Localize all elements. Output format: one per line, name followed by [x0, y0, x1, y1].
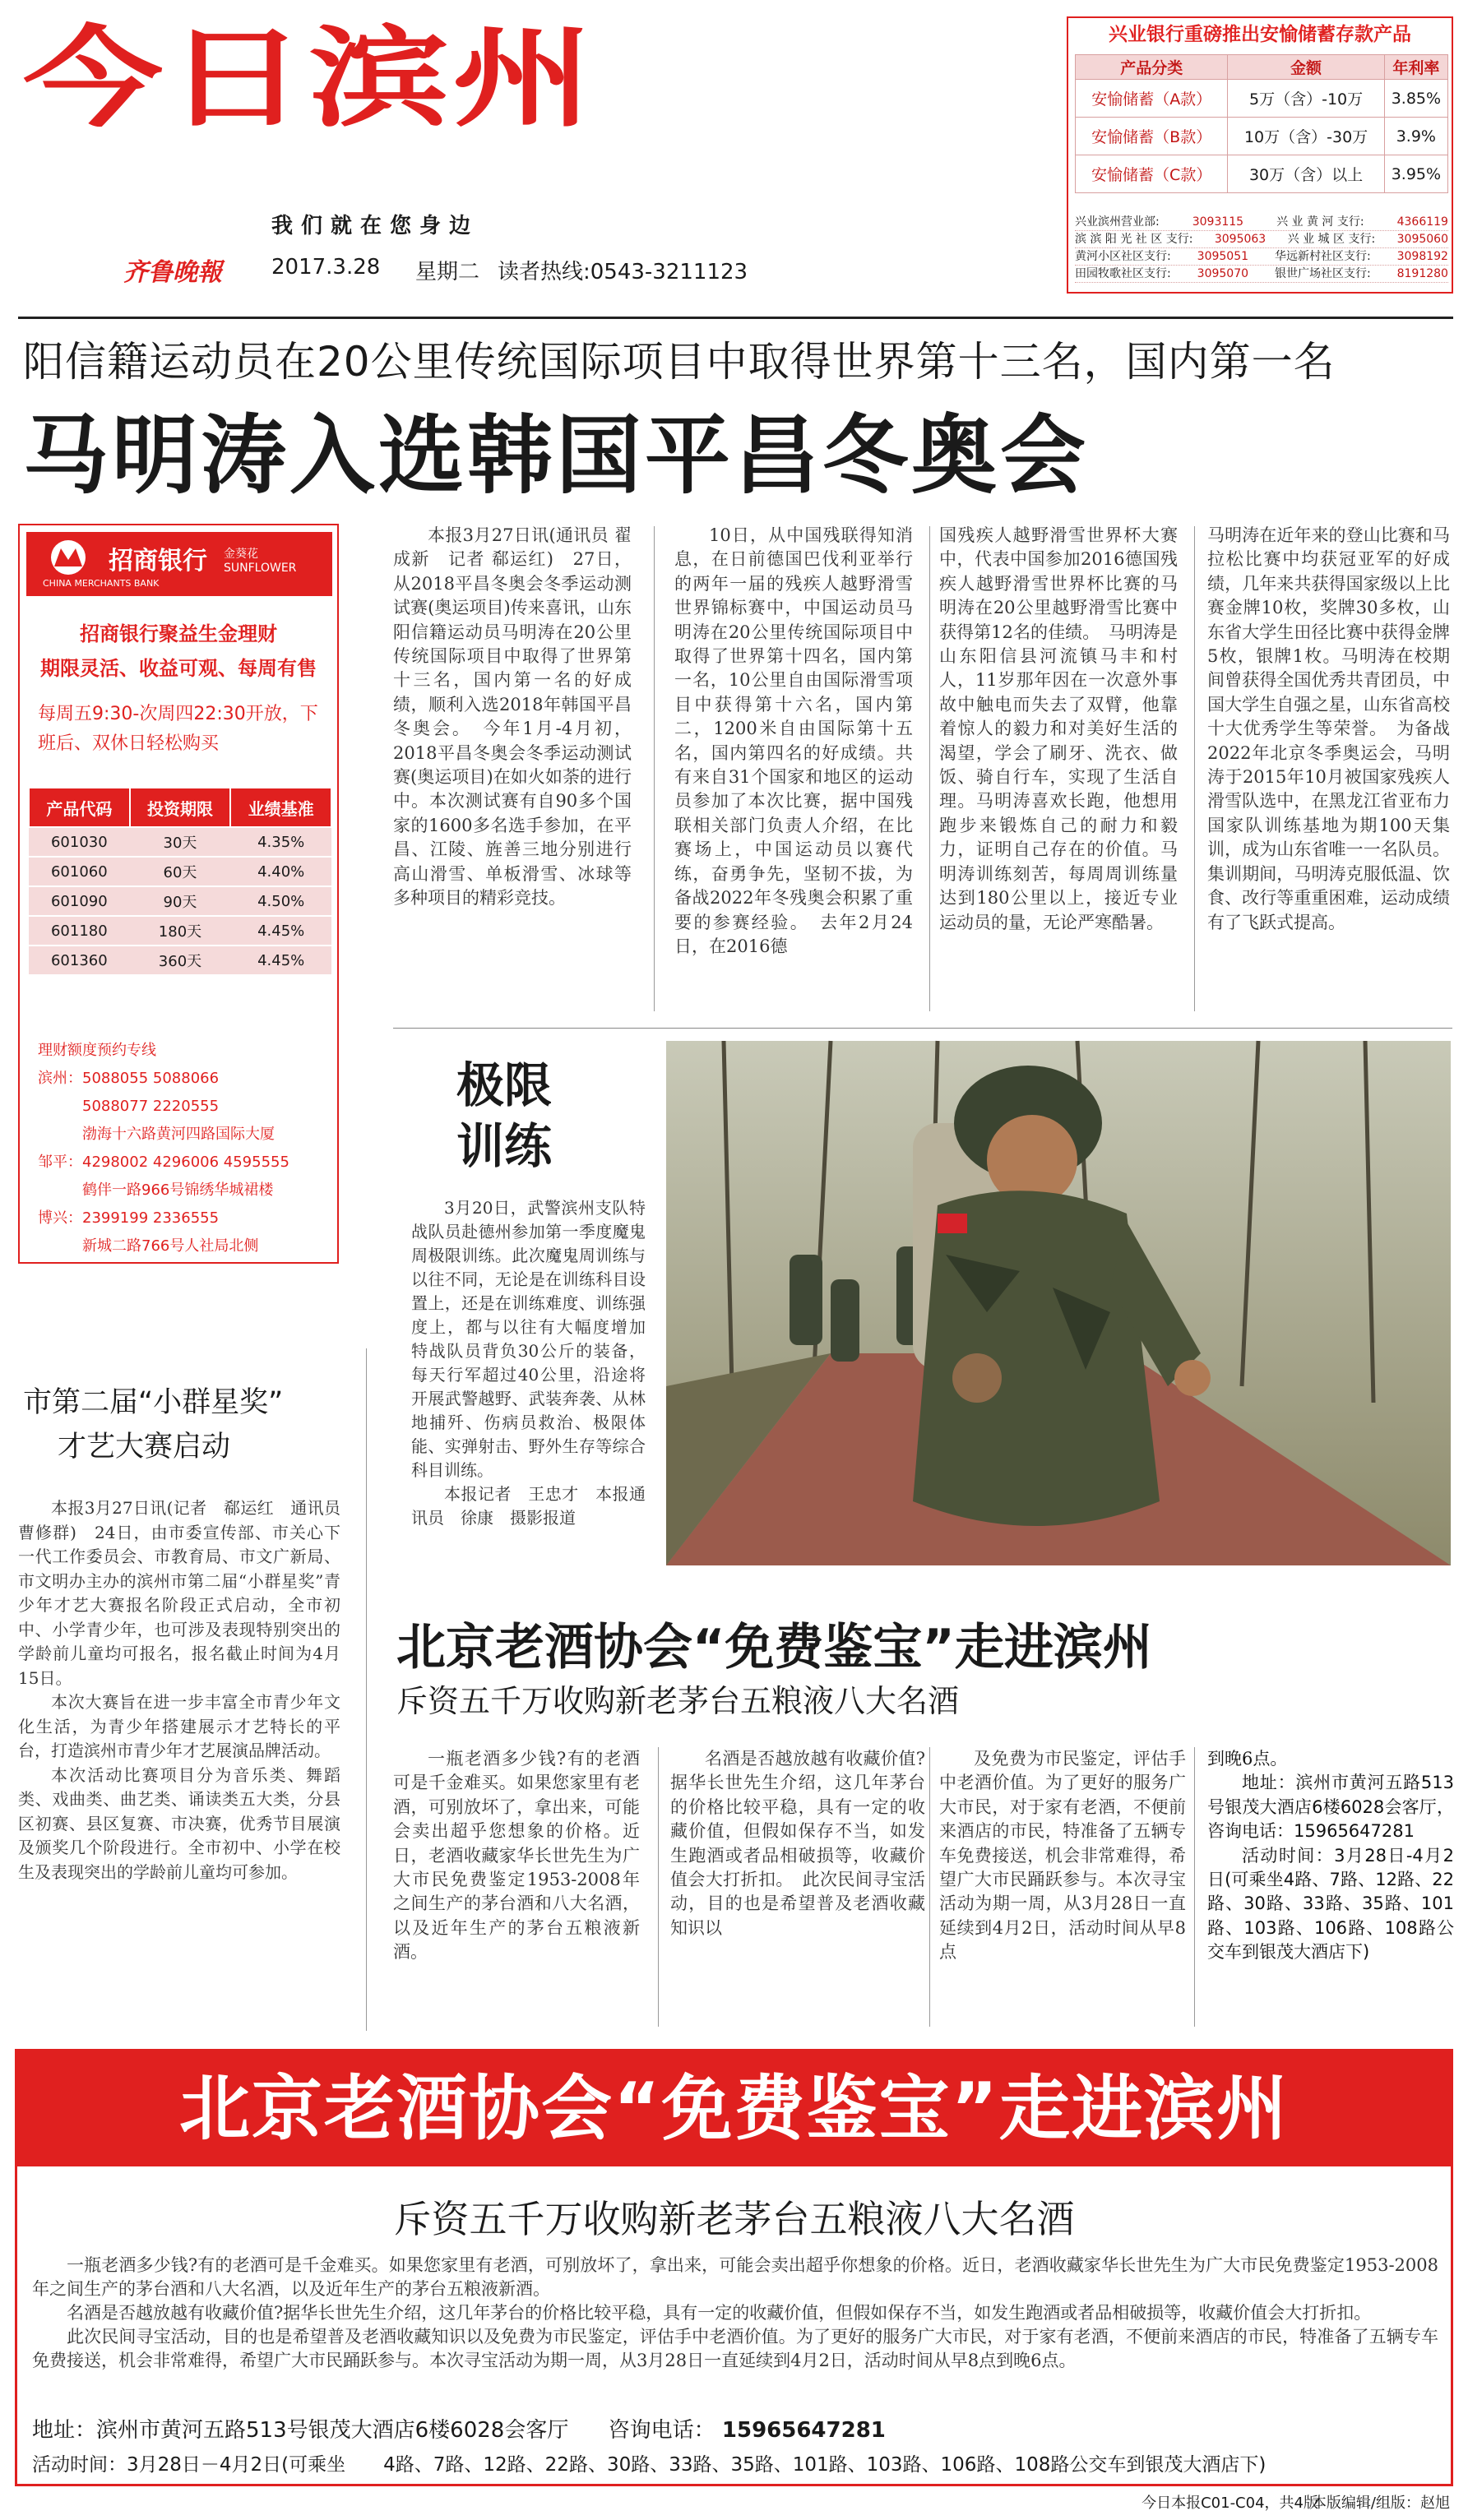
feature-title: 极限 训练 [456, 1057, 553, 1174]
cmb-product-feature: 期限灵活、收益可观、每周有售 [40, 657, 317, 680]
headline-kicker: 阳信籍运动员在20公里传统国际项目中取得世界第十三名，国内第一名 [23, 338, 1336, 386]
amount-cell: 30万（含）以上 [1228, 155, 1384, 193]
cmb-product-name: 招商银行聚益生金理财 [80, 622, 277, 645]
cmb-sunflower: 金葵花 SUNFLOWER [224, 548, 297, 575]
table-row [1076, 155, 1448, 193]
rate-cell: 3.95% [1384, 155, 1447, 193]
rate-cell: 3.9% [1384, 118, 1447, 155]
list-item: 博兴：2399199 2336555 [38, 1209, 220, 1227]
table-row [1076, 118, 1448, 155]
bottom-ad-phone: 15965647281 [721, 2418, 886, 2443]
liquor-article-col2: 名酒是否越放越有收藏价值?据华长世先生介绍，这几年茅台的价格比较平稳，具有一定的收藏价值，但假如保存不当，如发生跑酒或者品相破损等，收藏价值会大打折扣。 此次民间寻宝活动，目的也是希望普及老酒收藏知识以 [670, 1749, 925, 1938]
bottom-ad-address-line [32, 2413, 886, 2444]
cmb-table-header: 业绩基准 [230, 788, 331, 827]
cmb-name-en: CHINA MERCHANTS BANK [43, 578, 160, 589]
issue-weekday: 星期二 [415, 260, 480, 284]
cmb-logo-icon [43, 539, 94, 576]
bottom-ad-time-line: 活动时间：3月28日－4月2日(可乘坐 4路、7路、12路、22路、30路、33路、35路、101路、103路、106路、108路公交车到银茂大酒店下) [32, 2454, 1267, 2476]
bottom-ad-headline: 北京老酒协会“免费鉴宝”走进滨州 [17, 2051, 1451, 2166]
bank-ad-title: 兴业银行重磅推出安愉储蓄存款产品 [1109, 24, 1411, 45]
product-cell: 安愉储蓄（C款） [1076, 155, 1228, 193]
list-item: 田园牧歌社区支行: 3095070 银世广场社区支行: 8191280 [1075, 266, 1448, 283]
cmb-logo-bar [26, 532, 332, 596]
list-item: 理财额度预约专线 [38, 1042, 156, 1059]
list-item: 滨州：5088055 5088066 [38, 1070, 220, 1087]
bank-rate-table [1075, 54, 1448, 193]
footer-pages: 今日本报C01-C04，共4版 [1142, 2495, 1318, 2512]
main-article-col1: 本报3月27日讯(通讯员 翟成新 记者 郗运红) 27日，从2018平昌冬奥会冬季运动测试赛(奥运项目)传来喜讯，山东阳信籍运动员马明涛在20公里传统国际项目中取得了世界第十三名，国内第一名的好成绩，顺利入选2018年韩国平昌冬奥会。 今年1月-4月初，2018平昌冬奥会冬季运动测试赛(奥运项目)在如火如荼的进行中。本次测试赛有自90多个国家的1600多名选手参加，在平昌、江陵、旌善三地分别进行高山滑雪、单板滑雪、冰球等多种项目的精彩竞技。 [393, 525, 632, 909]
list-item: 邹平：4298002 4296006 4595555 [38, 1154, 289, 1171]
bank-branch-list [1075, 214, 1448, 283]
soldier-photo-illustration [666, 1041, 1451, 1565]
list-item: 兴业滨州营业部: 3093115 兴 业 黄 河 支行: 4366119 [1075, 214, 1448, 231]
main-article-col4: 马明涛在近年来的登山比赛和马拉松比赛中均获冠亚军的好成绩，几年来共获得国家级以上比赛金牌10枚，奖牌30多枚，山东省大学生田径比赛中获得金牌5枚，银牌1枚。马明涛在校期间曾获得全国优秀共青团员，中国大学生自强之星，山东省高校十大优秀学生等荣誉。 为备战2022年北京冬季奥运会，马明涛于2015年10月被国家残疾人滑雪队选中，在黑龙江省亚布力国家队训练基地为期100天集训，成为山东省唯一一名队员。集训期间，马明涛克服低温、饮食、改行等重重困难，运动成绩有了飞跃式提高。 [1207, 525, 1450, 932]
bank-table-header: 金额 [1228, 55, 1384, 80]
industrial-bank-ad [1067, 16, 1453, 294]
list-item: 新城二路766号人社局北侧 [38, 1237, 259, 1255]
column-divider [929, 526, 930, 1011]
table-row: 601060 60天 4.40% [29, 857, 331, 886]
soldier-training-photo [666, 1041, 1451, 1565]
divider [393, 1028, 1452, 1029]
liquor-article-col4: 到晚6点。 地址：滨州市黄河五路513号银茂大酒店6楼6028会客厅，咨询电话：15965647281 活动时间：3月28日-4月2日(可乘坐4路、7路、12路、22路、30路、33路、35路、101路、103路、106路、108路公交车到银茂大酒店下) [1207, 1749, 1454, 1963]
cmb-contacts [38, 1037, 334, 1260]
list-item: 黄河小区社区支行: 3095051 华远新村社区支行: 3098192 [1075, 248, 1448, 266]
bank-table-header: 年利率 [1384, 55, 1447, 80]
main-headline: 马明涛入选韩国平昌冬奥会 [23, 405, 1090, 506]
bottom-ad-body: 一瓶老酒多少钱?有的老酒可是千金难买。如果您家里有老酒，可别放坏了，拿出来，可能会卖出超乎你想象的价格。近日，老酒收藏家华长世先生为广大市民免费鉴定1953-2008年之间生产的茅台酒和八大名酒，以及近年生产的茅台五粮液新酒。 名酒是否越放越有收藏价值?据华长世先生介绍，这几年茅台的价格比较平稳，具有一定的收藏价值，但假如保存不当，如发生跑酒或者品相破损等，收藏价值会大打折扣。 此次民间寻宝活动，目的也是希望普及老酒收藏知识以及免费为市民鉴定，评估手中老酒价值。为了更好的服务广大市民，对于家有老酒，不便前来酒店的市民，特准备了五辆专车免费接送，机会非常难得，希望广大市民踊跃参与。本次寻宝活动为期一周，从3月28日一直延续到4月2日，活动时间从早8点到晚6点。 [32, 2255, 1438, 2370]
product-cell: 安愉储蓄（B款） [1076, 118, 1228, 155]
issue-date: 2017.3.28 [271, 255, 381, 280]
column-divider [1194, 526, 1195, 1011]
column-divider [1194, 1747, 1195, 2027]
cmb-table-header: 投资期限 [130, 788, 231, 827]
main-article-col3: 国残疾人越野滑雪世界杯大赛中，代表中国参加2016德国残疾人越野滑雪世界杯比赛的马明涛在20公里越野滑雪比赛中获得第12名的佳绩。 马明涛是山东阳信县河流镇马丰和村人，11岁那年因在一次意外事故中触电而失去了双臂，他靠着惊人的毅力和对美好生活的渴望，学会了刷牙、洗衣、做饭、骑自行车，实现了生活自理。马明涛喜欢长跑，他想用跑步来锻炼自己的耐力和毅力，证明自己存在的价值。马明涛训练刻苦，每周周训练量达到180公里以上，接近专业运动员的量，无论严寒酷暑。 [939, 525, 1178, 932]
column-divider [366, 1348, 367, 2031]
small-article-title2: 才艺大赛启动 [58, 1431, 231, 1463]
masthead-divider [18, 317, 1453, 319]
feature-caption: 3月20日，武警滨州支队特战队员赴德州参加第一季度魔鬼周极限训练。此次魔鬼周训练与以往不同，无论是在训练科目设置上，还是在训练难度、训练强度上，都与以往有大幅度增加 特战队员背负30公斤的装备，每天行军超过40公里，沿途将开展武警越野、武装奔袭、从林地捕歼、伤病员救治、极限体能、实弹射击、野外生存等综合科目训练。 本报记者 王忠才 本报通讯员 徐康 摄影报道 [411, 1198, 646, 1528]
small-article-title: 市第二届“小群星奖” [23, 1386, 284, 1419]
rate-cell: 3.85% [1384, 80, 1447, 118]
liquor-article-col3: 及免费为市民鉴定，评估手中老酒价值。为了更好的服务广大市民，对于家有老酒，不便前来酒店的市民，特准备了五辆专车免费接送，机会非常难得，希望广大市民踊跃参与。本次寻宝活动为期一周，从3月28日一直延续到4月2日，活动时间从早8点 [939, 1749, 1186, 1963]
main-article-col2: 10日，从中国残联得知消息，在日前德国巴伐利亚举行的两年一届的残疾人越野滑雪世界锦标赛中，中国运动员马明涛在20公里传统国际项目中取得了世界第十四名，国内第一名，10公里自由国际滑雪项目中获得第十六名，国内第二，1200米自由国际第十五名，国内第四名的好成绩。共有来自31个国家和地区的运动员参加了本次比赛，据中国残联相关部门负责人介绍，在比赛场上，中国运动员以赛代练，奋勇争先，坚韧不拔，为备战2022年冬残奥会积累了重要的参赛经验。 去年2月24日，在2016德 [674, 525, 913, 956]
masthead-title: 今日滨州 [23, 15, 596, 143]
list-item: 渤海十六路黄河四路国际大厦 [38, 1126, 275, 1143]
reader-hotline: 读者热线:0543-3211123 [498, 260, 748, 284]
cmb-name: 招商银行 [109, 547, 207, 576]
cmb-table-header: 产品代码 [29, 788, 130, 827]
table-row: 601180 180天 4.45% [29, 916, 331, 946]
column-divider [654, 526, 655, 1011]
column-divider [929, 1747, 930, 2027]
amount-cell: 5万（含）-10万 [1228, 80, 1384, 118]
footer-editor: 本版编辑/组版：赵旭 [1311, 2495, 1450, 2512]
liquor-article-headline: 北京老酒协会“免费鉴宝”走进滨州 [396, 1619, 1152, 1676]
small-article-body: 本报3月27日讯(记者 郗运红 通讯员 曹修群) 24日，由市委宣传部、市关心下一代工作委员会、市教育局、市文广新局、市文明办主办的滨州市第二届“小群星奖”青少年才艺大赛报名阶段正式启动，全市初中、小学青少年，也可涉及表现特别突出的学龄前儿童均可报名，报名截止时间为4月15日。 本次大赛旨在进一步丰富全市青少年文化生活，为青少年搭建展示才艺特长的平台，打造滨州市青少年才艺展演品牌活动。 本次活动比赛项目分为音乐类、舞蹈类、戏曲类、曲艺类、诵读类五大类，分县区初赛、县区复赛、市决赛，优秀节目展演及颁奖几个阶段进行。全市初中、小学在校生及表现突出的学龄前儿童均可参加。 [18, 1498, 357, 1882]
masthead-slogan: 我们就在您身边 [271, 214, 479, 238]
bank-table-header: 产品分类 [1076, 55, 1228, 80]
liquor-bottom-ad [15, 2049, 1453, 2486]
list-item: 滨 滨 阳 光 社 区 支行: 3095063 兴 业 城 区 支行: 3095060 [1075, 231, 1448, 248]
bottom-ad-address: 地址：滨州市黄河五路513号银茂大酒店6楼6028会客厅 [32, 2418, 569, 2443]
cmb-hours: 每周五9:30-次周四22:30开放，下班后、双休日轻松购买 [38, 704, 318, 754]
table-row: 601360 360天 4.45% [29, 946, 331, 975]
list-item: 鹤伴一路966号锦绣华城裙楼 [38, 1181, 274, 1199]
liquor-article-subhead: 斥资五千万收购新老茅台五粮液八大名酒 [396, 1683, 960, 1719]
bottom-ad-phone-label: 咨询电话： [608, 2418, 715, 2443]
amount-cell: 10万（含）-30万 [1228, 118, 1384, 155]
paper-logo: 齐鲁晚報 [123, 258, 222, 287]
cmb-bank-ad [18, 524, 339, 1264]
bottom-ad-subhead: 斥资五千万收购新老茅台五粮液八大名酒 [393, 2197, 1075, 2241]
cmb-product-table [28, 787, 332, 976]
table-row: 601090 90天 4.50% [29, 886, 331, 916]
table-row: 601030 30天 4.35% [29, 827, 331, 857]
column-divider [658, 1747, 659, 2027]
list-item: 5088077 2220555 [38, 1098, 220, 1115]
liquor-article-col1: 一瓶老酒多少钱?有的老酒可是千金难买。如果您家里有老酒，可别放坏了，拿出来，可能会卖出超乎您想象的价格。近日，老酒收藏家华长世先生为广大市民免费鉴定1953-2008年之间生产的茅台酒和八大名酒，以及近年生产的茅台五粮液新酒。 [393, 1749, 640, 1963]
product-cell: 安愉储蓄（A款） [1076, 80, 1228, 118]
table-row [1076, 80, 1448, 118]
